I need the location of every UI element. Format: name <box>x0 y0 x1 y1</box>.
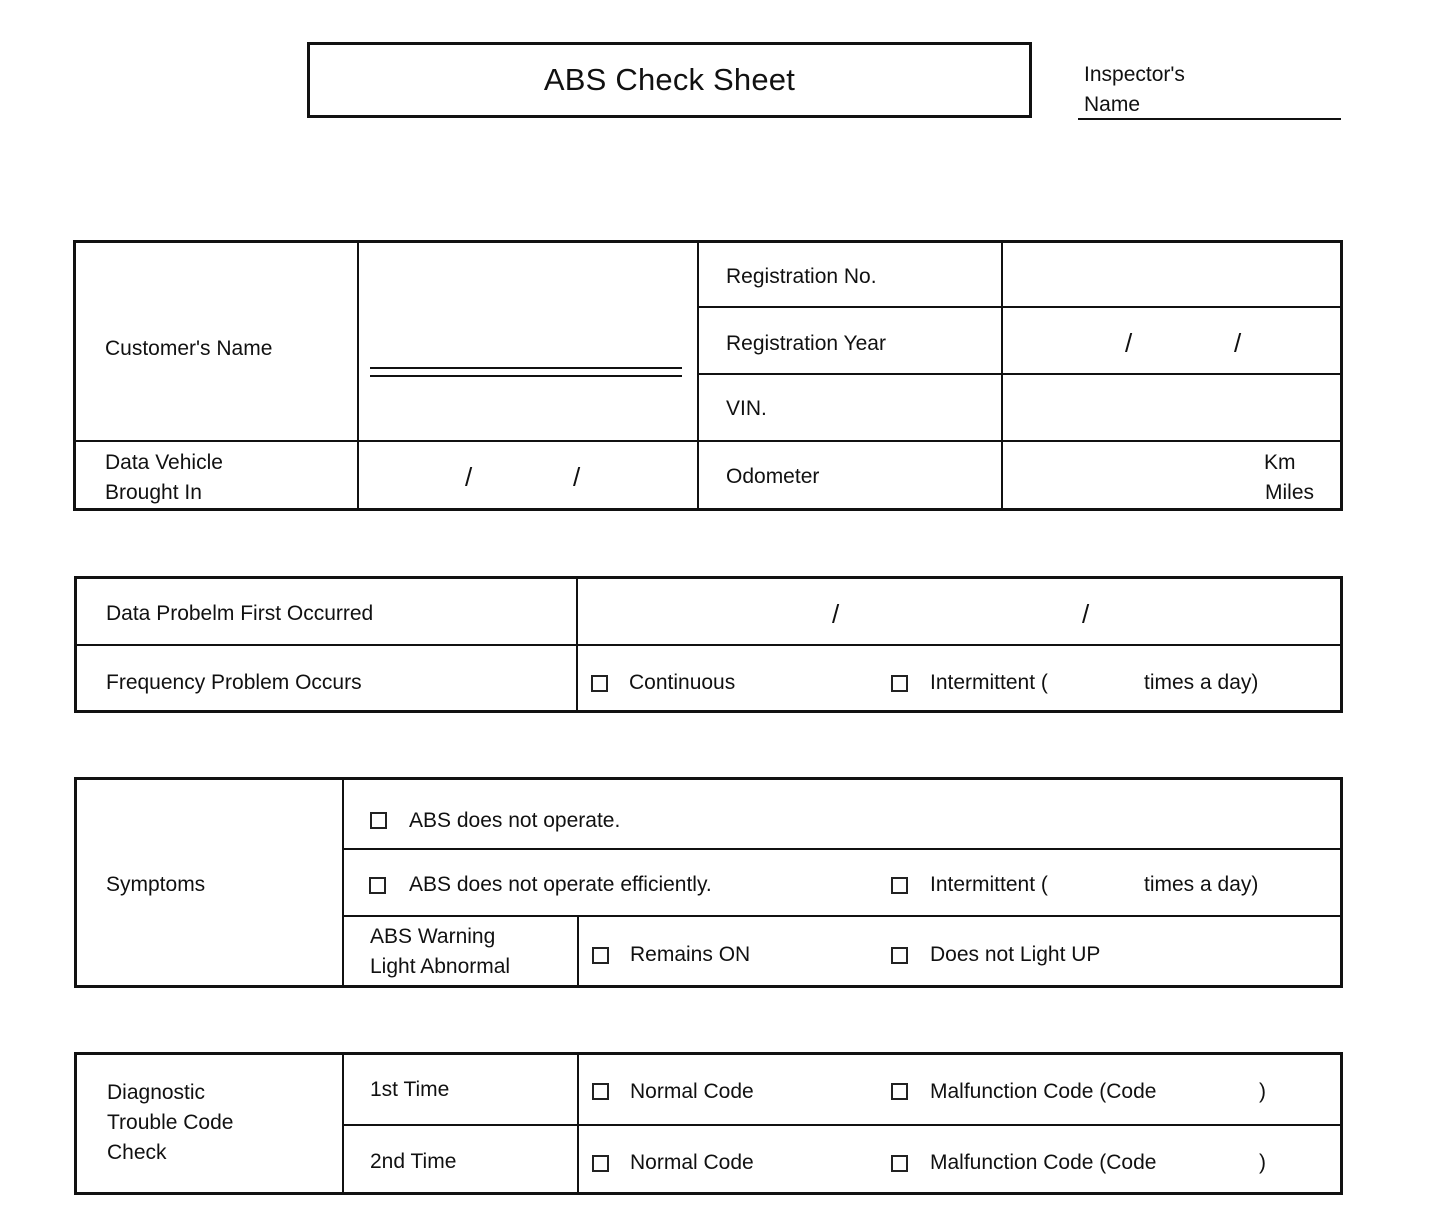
does-not-light-up-label: Does not Light UP <box>930 943 1101 966</box>
symptom-intermittent-label: Intermittent ( <box>930 873 1048 896</box>
date-separator: / <box>1082 599 1090 629</box>
warning-light-label-line1: ABS Warning <box>370 925 496 948</box>
vin-field[interactable] <box>1005 376 1339 438</box>
inspector-label-line1: Inspector's <box>1084 63 1185 86</box>
date-separator: / <box>465 462 473 492</box>
symptoms-label: Symptoms <box>106 873 206 896</box>
first-occurred-label: Data Probelm First Occurred <box>106 602 374 625</box>
first-time-label: 1st Time <box>370 1078 450 1101</box>
symptom-times-a-day-label: times a day) <box>1144 873 1259 896</box>
does-not-light-up-checkbox[interactable] <box>891 947 908 964</box>
abs-not-operate-label: ABS does not operate. <box>409 809 621 832</box>
second-normal-code-label: Normal Code <box>630 1151 754 1174</box>
divider <box>1001 240 1003 511</box>
intermittent-label: Intermittent ( <box>930 671 1048 694</box>
second-malfunction-code-label: Malfunction Code (Code <box>930 1151 1157 1174</box>
divider <box>697 373 1340 375</box>
date-separator: / <box>832 599 840 629</box>
divider <box>697 240 699 511</box>
remains-on-label: Remains ON <box>630 943 751 966</box>
abs-not-efficient-label: ABS does not operate efficiently. <box>409 873 712 896</box>
page-title-box <box>307 42 1032 118</box>
second-close-paren: ) <box>1259 1151 1266 1174</box>
date-separator: / <box>1125 328 1133 358</box>
times-a-day-label: times a day) <box>1144 671 1259 694</box>
unit-km: Km <box>1264 451 1296 474</box>
divider <box>342 1124 1340 1126</box>
date-separator: / <box>1234 328 1242 358</box>
second-time-label: 2nd Time <box>370 1150 457 1173</box>
first-close-paren: ) <box>1259 1080 1266 1103</box>
divider <box>74 644 1340 646</box>
inspector-label-line2: Name <box>1084 93 1141 116</box>
continuous-checkbox[interactable] <box>591 675 608 692</box>
abs-not-operate-checkbox[interactable] <box>370 812 387 829</box>
vin-label: VIN. <box>726 397 767 420</box>
intermittent-checkbox[interactable] <box>891 675 908 692</box>
divider <box>342 848 1340 850</box>
remains-on-checkbox[interactable] <box>592 947 609 964</box>
inspector-name-label <box>1084 60 1185 120</box>
divider <box>73 440 1340 442</box>
second-normal-code-checkbox[interactable] <box>592 1155 609 1172</box>
warning-light-label-line2: Light Abnormal <box>370 955 511 978</box>
odometer-label: Odometer <box>726 465 820 488</box>
divider <box>357 240 359 511</box>
divider <box>342 915 1340 917</box>
second-malfunction-code-checkbox[interactable] <box>891 1155 908 1172</box>
divider <box>342 777 344 988</box>
first-normal-code-label: Normal Code <box>630 1080 754 1103</box>
first-normal-code-checkbox[interactable] <box>592 1083 609 1100</box>
dtc-label-line3: Check <box>107 1141 167 1164</box>
date-separator: / <box>573 462 581 492</box>
page-title: ABS Check Sheet <box>543 62 796 97</box>
dtc-label-line1: Diagnostic <box>107 1081 206 1104</box>
divider <box>577 915 579 988</box>
unit-miles: Miles <box>1265 481 1315 504</box>
divider <box>697 306 1340 308</box>
dtc-label-line2: Trouble Code <box>107 1111 234 1134</box>
date-brought-in-label-line1: Data Vehicle <box>105 451 223 474</box>
continuous-label: Continuous <box>629 671 736 694</box>
frequency-label: Frequency Problem Occurs <box>106 671 362 694</box>
registration-no-field[interactable] <box>1005 243 1339 305</box>
customer-name-label: Customer's Name <box>105 337 273 360</box>
symptom-intermittent-checkbox[interactable] <box>891 877 908 894</box>
registration-year-label: Registration Year <box>726 332 886 355</box>
first-malfunction-code-checkbox[interactable] <box>891 1083 908 1100</box>
date-brought-in-label-line2: Brought In <box>105 481 202 504</box>
customer-name-field[interactable] <box>362 243 695 438</box>
abs-not-efficient-checkbox[interactable] <box>369 877 386 894</box>
inspector-name-field[interactable] <box>1078 118 1341 120</box>
first-malfunction-code-label: Malfunction Code (Code <box>930 1080 1157 1103</box>
registration-no-label: Registration No. <box>726 265 877 288</box>
